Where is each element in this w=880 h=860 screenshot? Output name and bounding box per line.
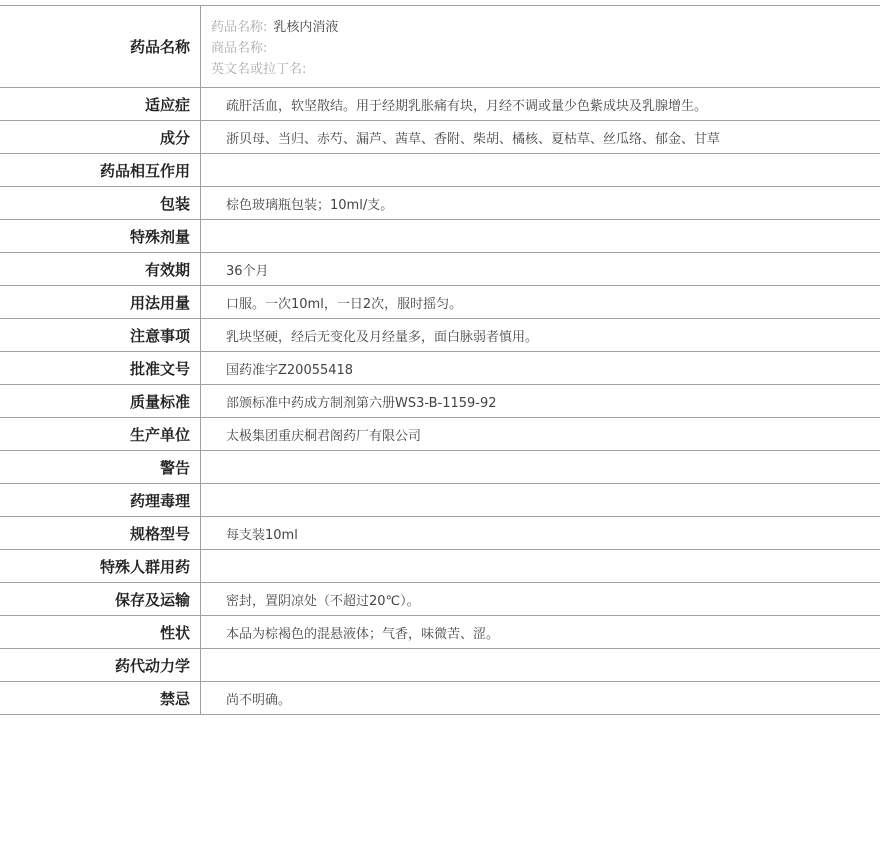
row-label: 药品相互作用 [0, 154, 201, 187]
table-row [0, 385, 880, 418]
row-label: 批准文号 [0, 352, 201, 385]
row-value [201, 649, 880, 682]
row-value: 每支装10ml [226, 527, 298, 543]
row-value: 浙贝母、当归、赤芍、漏芦、茜草、香附、柴胡、橘核、夏枯草、丝瓜络、郁金、甘草 [226, 131, 721, 147]
row-value [201, 484, 880, 517]
generic-name-line [211, 17, 880, 38]
table-row [0, 550, 880, 583]
row-label: 药品名称 [0, 6, 201, 88]
row-label: 注意事项 [0, 319, 201, 352]
table-row [0, 418, 880, 451]
table-row [0, 286, 880, 319]
row-label: 性状 [0, 616, 201, 649]
row-label: 保存及运输 [0, 583, 201, 616]
table-row [0, 253, 880, 286]
table-row [0, 88, 880, 121]
row-value [201, 451, 880, 484]
row-value: 36个月 [226, 263, 269, 279]
row-label: 禁忌 [0, 682, 201, 715]
table-row [0, 616, 880, 649]
row-value: 太极集团重庆桐君阁药厂有限公司 [226, 428, 422, 444]
row-value: 疏肝活血，软坚散结。用于经期乳胀痛有块，月经不调或量少色紫成块及乳腺增生。 [226, 98, 708, 114]
table-row [0, 220, 880, 253]
row-label: 特殊人群用药 [0, 550, 201, 583]
english-name-line [211, 59, 880, 80]
row-value: 密封，置阴凉处（不超过20℃）。 [226, 593, 420, 609]
row-label: 特殊剂量 [0, 220, 201, 253]
table-row [0, 319, 880, 352]
trade-name-key: 商品名称: [211, 41, 268, 56]
row-value: 棕色玻璃瓶包装；10ml/支。 [226, 197, 394, 213]
table-row [0, 121, 880, 154]
table-row [0, 649, 880, 682]
row-value: 口服。一次10ml，一日2次，服时摇匀。 [226, 296, 463, 312]
table-row [0, 484, 880, 517]
row-label: 适应症 [0, 88, 201, 121]
row-value: 本品为棕褐色的混悬液体；气香，味微苦、涩。 [226, 626, 500, 642]
row-value [201, 550, 880, 583]
table-row-drug-name [0, 6, 880, 88]
table-row [0, 583, 880, 616]
table-row [0, 154, 880, 187]
row-label: 警告 [0, 451, 201, 484]
table-row [0, 451, 880, 484]
row-value: 尚不明确。 [226, 692, 292, 708]
row-label: 用法用量 [0, 286, 201, 319]
generic-name-key: 药品名称: [211, 20, 268, 35]
table-row [0, 517, 880, 550]
table-row [0, 352, 880, 385]
row-value: 部颁标准中药成方制剂第六册WS3-B-1159-92 [226, 395, 497, 411]
row-value [201, 154, 880, 187]
table-row [0, 682, 880, 715]
row-value: 乳块坚硬，经后无变化及月经量多，面白脉弱者慎用。 [226, 329, 539, 345]
row-label: 药理毒理 [0, 484, 201, 517]
row-label: 包装 [0, 187, 201, 220]
row-value [201, 220, 880, 253]
row-label: 规格型号 [0, 517, 201, 550]
row-label: 成分 [0, 121, 201, 154]
generic-name-value: 乳核内消液 [273, 20, 339, 35]
drug-names-cell [201, 6, 880, 88]
row-label: 质量标准 [0, 385, 201, 418]
drug-spec-table [0, 5, 880, 715]
row-label: 有效期 [0, 253, 201, 286]
row-label: 药代动力学 [0, 649, 201, 682]
trade-name-line [211, 38, 880, 59]
row-value: 国药准字Z20055418 [226, 362, 354, 378]
row-label: 生产单位 [0, 418, 201, 451]
english-name-key: 英文名或拉丁名: [211, 62, 307, 77]
table-row [0, 187, 880, 220]
